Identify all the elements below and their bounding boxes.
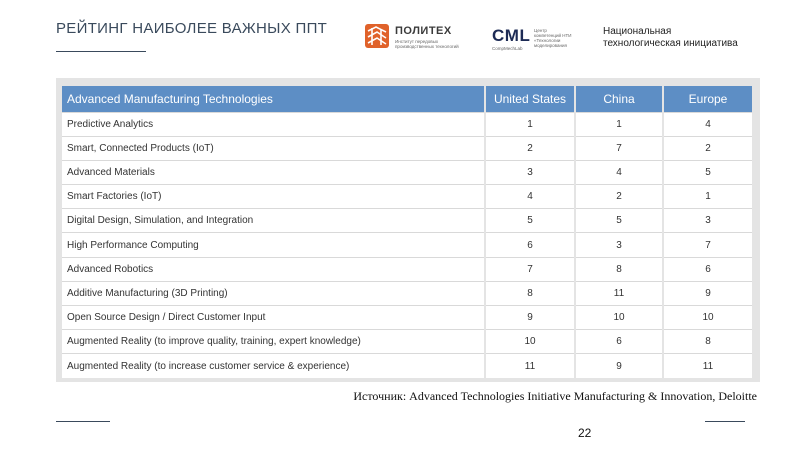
politech-logo-name: ПОЛИТЕХ (395, 25, 452, 37)
cml-subtitle-line: «Технологии (534, 38, 561, 43)
column-header-china: China (575, 86, 663, 112)
cell-europe: 9 (663, 281, 752, 305)
column-header-technology: Advanced Manufacturing Technologies (62, 86, 485, 112)
cell-china: 9 (575, 354, 663, 378)
table-row (62, 136, 752, 160)
cell-china: 6 (575, 330, 663, 354)
nti-logo-line: Национальная (603, 26, 672, 37)
cell-europe: 5 (663, 160, 752, 184)
cell-technology: Predictive Analytics (62, 112, 485, 136)
cell-united-states: 10 (485, 330, 575, 354)
cell-china: 3 (575, 233, 663, 257)
politech-subtitle-line: производственных технологий (395, 44, 459, 49)
column-header-united-states: United States (485, 86, 575, 112)
table-row (62, 160, 752, 184)
cell-china: 2 (575, 185, 663, 209)
table-row (62, 233, 752, 257)
table-row (62, 354, 752, 378)
source-caption: Источник: Advanced Technologies Initiative Manufacturing & Innovation, Deloitte (353, 389, 757, 403)
page-title: РЕЙТИНГ НАИБОЛЕЕ ВАЖНЫХ ППТ (56, 20, 328, 37)
column-header-europe: Europe (663, 86, 752, 112)
nti-logo (603, 26, 738, 50)
politech-logo-icon (364, 23, 390, 49)
cml-logo-subtitle (534, 28, 584, 48)
ranking-table (62, 86, 752, 378)
cell-europe: 7 (663, 233, 752, 257)
cell-europe: 8 (663, 330, 752, 354)
cell-united-states: 7 (485, 257, 575, 281)
cml-logo-name: CML (492, 26, 531, 45)
table-row (62, 209, 752, 233)
cell-technology: Open Source Design / Direct Customer Input (62, 306, 485, 330)
cml-subtitle-line: компетенций НТИ (534, 33, 572, 38)
cml-subtitle-line: моделирования (534, 43, 567, 48)
cell-united-states: 3 (485, 160, 575, 184)
cell-united-states: 9 (485, 306, 575, 330)
cell-europe: 11 (663, 354, 752, 378)
table-row (62, 281, 752, 305)
cell-united-states: 4 (485, 185, 575, 209)
cell-united-states: 11 (485, 354, 575, 378)
cell-technology: Additive Manufacturing (3D Printing) (62, 281, 485, 305)
cell-technology: Smart Factories (IoT) (62, 185, 485, 209)
table-header-row (62, 86, 752, 112)
cell-technology: Advanced Materials (62, 160, 485, 184)
table-row (62, 185, 752, 209)
cell-europe: 6 (663, 257, 752, 281)
table-row (62, 330, 752, 354)
cell-technology: Advanced Robotics (62, 257, 485, 281)
politech-subtitle-line: Институт передовых (395, 39, 439, 44)
cell-technology: Augmented Reality (to increase customer service & experience) (62, 354, 485, 378)
cell-united-states: 1 (485, 112, 575, 136)
cell-europe: 1 (663, 185, 752, 209)
table-row (62, 112, 752, 136)
table-row (62, 306, 752, 330)
cell-united-states: 6 (485, 233, 575, 257)
cell-europe: 2 (663, 136, 752, 160)
cell-technology: Smart, Connected Products (IoT) (62, 136, 485, 160)
cell-europe: 4 (663, 112, 752, 136)
cell-europe: 3 (663, 209, 752, 233)
cell-united-states: 8 (485, 281, 575, 305)
cell-technology: High Performance Computing (62, 233, 485, 257)
cell-china: 7 (575, 136, 663, 160)
page-number: 22 (578, 426, 592, 440)
cell-united-states: 2 (485, 136, 575, 160)
table-row (62, 257, 752, 281)
cell-china: 8 (575, 257, 663, 281)
politech-logo-subtitle (395, 39, 465, 49)
cell-china: 10 (575, 306, 663, 330)
cell-china: 5 (575, 209, 663, 233)
nti-logo-line: технологическая инициатива (603, 38, 738, 49)
cml-subtitle-line: Центр (534, 28, 547, 33)
cell-china: 4 (575, 160, 663, 184)
cell-europe: 10 (663, 306, 752, 330)
ranking-table-card (56, 78, 760, 382)
cml-logo-foot: CompMechLab (492, 46, 523, 51)
cell-technology: Digital Design, Simulation, and Integration (62, 209, 485, 233)
cell-technology: Augmented Reality (to improve quality, training, expert knowledge) (62, 330, 485, 354)
cell-china: 11 (575, 281, 663, 305)
cell-united-states: 5 (485, 209, 575, 233)
footer-divider-left (56, 421, 110, 422)
footer-divider-right (705, 421, 745, 422)
title-divider (56, 51, 146, 52)
cell-china: 1 (575, 112, 663, 136)
